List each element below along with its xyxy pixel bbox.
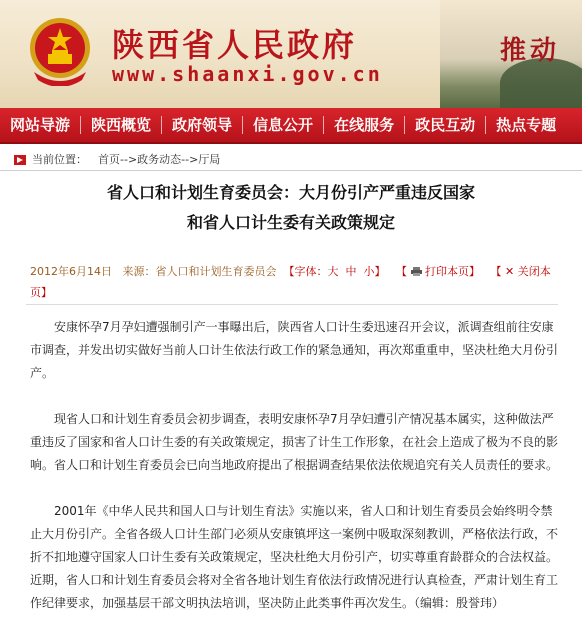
nav-item-topics[interactable]: 热点专题 (496, 116, 557, 134)
nav-item-site-guide[interactable]: 网站导游 (10, 116, 71, 134)
font-medium-button[interactable]: 中 (345, 265, 357, 278)
banner-slogan: 推动 (500, 36, 561, 66)
close-page-bracket-open: 【 (490, 265, 502, 278)
close-page-bracket-close: 】 (41, 286, 52, 299)
breadcrumb-label: 当前位置： (32, 153, 87, 166)
print-page-bracket-open: 【 (396, 265, 407, 278)
site-name: 陕西省人民政府 (112, 26, 358, 64)
site-domain: www.shaanxi.gov.cn (112, 62, 383, 86)
nav-item-interaction[interactable]: 政民互动 (415, 116, 476, 134)
font-small-button[interactable]: 小 (363, 265, 375, 278)
print-page-link[interactable]: 打印本页 (425, 265, 469, 278)
close-x-icon: ✕ (505, 265, 515, 278)
meta-divider (26, 304, 558, 305)
breadcrumb-separator: --> (120, 153, 138, 166)
print-page-bracket-close: 】 (469, 265, 480, 278)
site-header (0, 0, 582, 108)
breadcrumb-separator: --> (181, 153, 199, 166)
article-body (30, 316, 560, 638)
nav-item-overview[interactable]: 陕西概览 (91, 116, 152, 134)
article-title-line: 和省人口计生委有关政策规定 (186, 213, 395, 232)
close-page-link[interactable]: 关闭本页 (30, 265, 551, 299)
font-size-bracket: 】 (374, 265, 386, 278)
breadcrumb-home-link[interactable]: 首页 (98, 153, 120, 166)
font-size-label: 【字体： (283, 265, 328, 278)
breadcrumb-path (98, 149, 220, 171)
article-title (0, 178, 582, 238)
article-title-line: 省人口和计划生育委员会：大月份引产严重违反国家 (106, 183, 475, 202)
article-paragraph: 2001年《中华人民共和国人口与计划生育法》实施以来，省人口和计划生育委员会始终明令禁止大月份引产。全省各级人口计生部门必须从安康镇坪这一案例中吸取深刻教训，严格依法行政，不折不扣地遵守国家人口计生委有关政策规定，坚决杜绝大月份引产，切实尊重育龄群众的合法权益。近期，省人口和计划生育委员会将对全省各地计划生育依法行政情况进行认真检查，严肃计划生育工作纪律要求，加强基层干部文明执法培训，坚决防止此类事件再次发生。（编辑：殷誉玮） (30, 504, 559, 610)
nav-item-online-service[interactable]: 在线服务 (334, 116, 395, 134)
breadcrumb (0, 149, 582, 171)
breadcrumb-current-link[interactable]: 厅局 (198, 153, 221, 166)
main-navigation (0, 108, 582, 144)
breadcrumb-marker-icon (14, 155, 26, 165)
printer-icon (411, 267, 422, 276)
article-source: 来源：省人口和计划生育委员会 (122, 265, 277, 278)
breadcrumb-section-link[interactable]: 政务动态 (137, 153, 182, 166)
article-paragraph: 现省人口和计划生育委员会初步调查，表明安康怀孕7月孕妇遭引产情况基本属实，这种做法严重违反了国家和省人口计生委的有关政策规定，损害了计生工作形象，在社会上造成了极为不良的影响。省人口和计划生育委员会已向当地政府提出了根据调查结果依法依规追究有关人员责任的要求。 (30, 412, 559, 472)
article-paragraph: 安康怀孕7月孕妇遭强制引产一事曝出后，陕西省人口计生委迅速召开会议，派调查组前往安康市调查，并发出切实做好当前人口计生依法行政工作的紧急通知，再次郑重重申，坚决杜绝大月份引产。 (30, 320, 559, 380)
font-large-button[interactable]: 大 (327, 265, 339, 278)
nav-item-leaders[interactable]: 政府领导 (172, 116, 233, 134)
article-date: 2012年6月14日 (30, 265, 112, 278)
national-emblem-icon (28, 14, 92, 86)
article-meta (30, 261, 570, 303)
nav-item-disclosure[interactable]: 信息公开 (253, 116, 314, 134)
